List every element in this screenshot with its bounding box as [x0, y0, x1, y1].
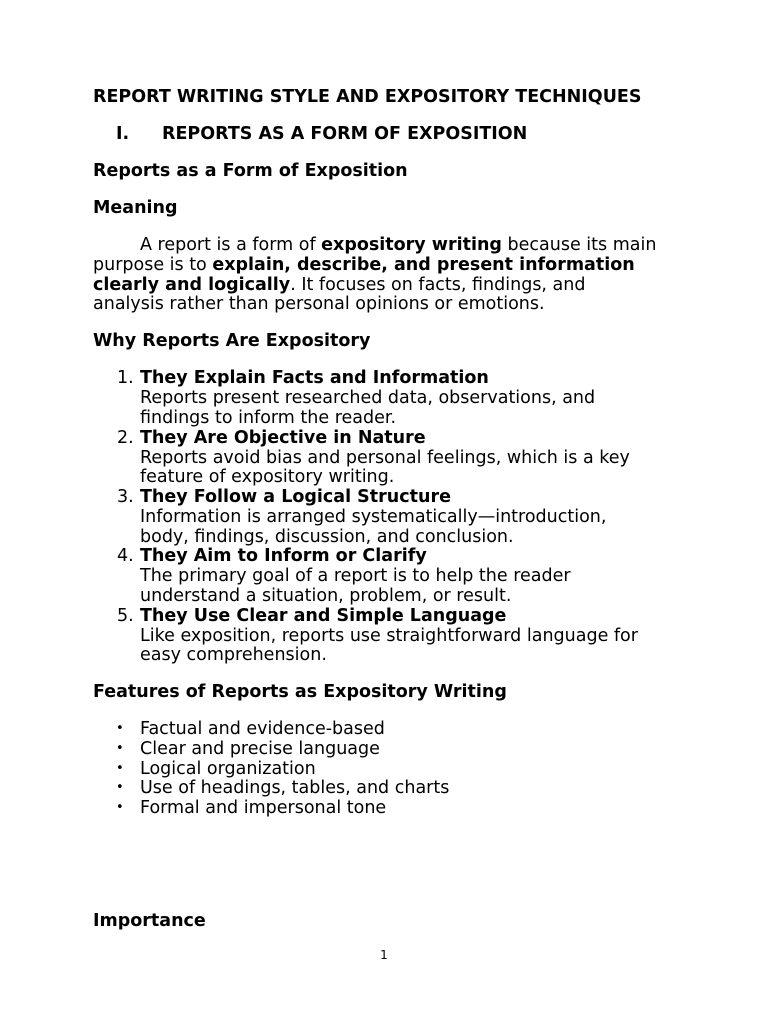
subtitle: Reports as a Form of Exposition — [93, 161, 408, 181]
meaning-paragraph-line-3: clearly and logically. It focuses on facts, findings, and — [93, 275, 586, 295]
meaning-paragraph-line-2: purpose is to explain, describe, and present information — [93, 255, 635, 275]
list-item-title: They Aim to Inform or Clarify — [140, 546, 427, 566]
bullet-item: Formal and impersonal tone — [140, 798, 387, 818]
bullet-icon: • — [116, 721, 124, 736]
list-item-number: 1. — [117, 368, 134, 388]
meaning-heading: Meaning — [93, 198, 178, 218]
list-item-title: They Explain Facts and Information — [140, 368, 489, 388]
list-item-text: Information is arranged systematically—introduction, — [140, 507, 607, 527]
bullet-icon: • — [116, 761, 124, 776]
page-number: 1 — [380, 948, 388, 962]
list-item-text: Like exposition, reports use straightforward language for — [140, 626, 638, 646]
list-item-number: 3. — [117, 487, 134, 507]
list-item-text: easy comprehension. — [140, 645, 327, 665]
list-item-number: 2. — [117, 428, 134, 448]
features-heading: Features of Reports as Expository Writing — [93, 682, 507, 702]
list-item-number: 4. — [117, 546, 134, 566]
document-title: REPORT WRITING STYLE AND EXPOSITORY TECHNIQUES — [93, 87, 642, 107]
list-item-text: Reports avoid bias and personal feelings, which is a key — [140, 448, 630, 468]
meaning-paragraph-line-1: A report is a form of expository writing because its main — [140, 235, 657, 255]
section-title: REPORTS AS A FORM OF EXPOSITION — [162, 124, 528, 144]
list-item-text: understand a situation, problem, or result. — [140, 586, 512, 606]
list-item-text: Reports present researched data, observations, and — [140, 388, 596, 408]
bullet-item: Clear and precise language — [140, 739, 380, 759]
list-item-text: body, findings, discussion, and conclusion. — [140, 527, 514, 547]
list-item-title: They Are Objective in Nature — [140, 428, 426, 448]
bullet-icon: • — [116, 800, 124, 815]
list-item-title: They Follow a Logical Structure — [140, 487, 451, 507]
bullet-item: Logical organization — [140, 759, 316, 779]
bullet-icon: • — [116, 741, 124, 756]
bullet-item: Use of headings, tables, and charts — [140, 778, 450, 798]
bullet-item: Factual and evidence-based — [140, 719, 385, 739]
why-heading: Why Reports Are Expository — [93, 331, 371, 351]
list-item-text: findings to inform the reader. — [140, 408, 397, 428]
bullet-icon: • — [116, 780, 124, 795]
list-item-title: They Use Clear and Simple Language — [140, 606, 507, 626]
section-number: I. — [116, 124, 130, 144]
list-item-number: 5. — [117, 606, 134, 626]
importance-heading: Importance — [93, 911, 206, 931]
list-item-text: The primary goal of a report is to help the reader — [140, 566, 571, 586]
list-item-text: feature of expository writing. — [140, 467, 395, 487]
meaning-paragraph-line-4: analysis rather than personal opinions or emotions. — [93, 294, 545, 314]
